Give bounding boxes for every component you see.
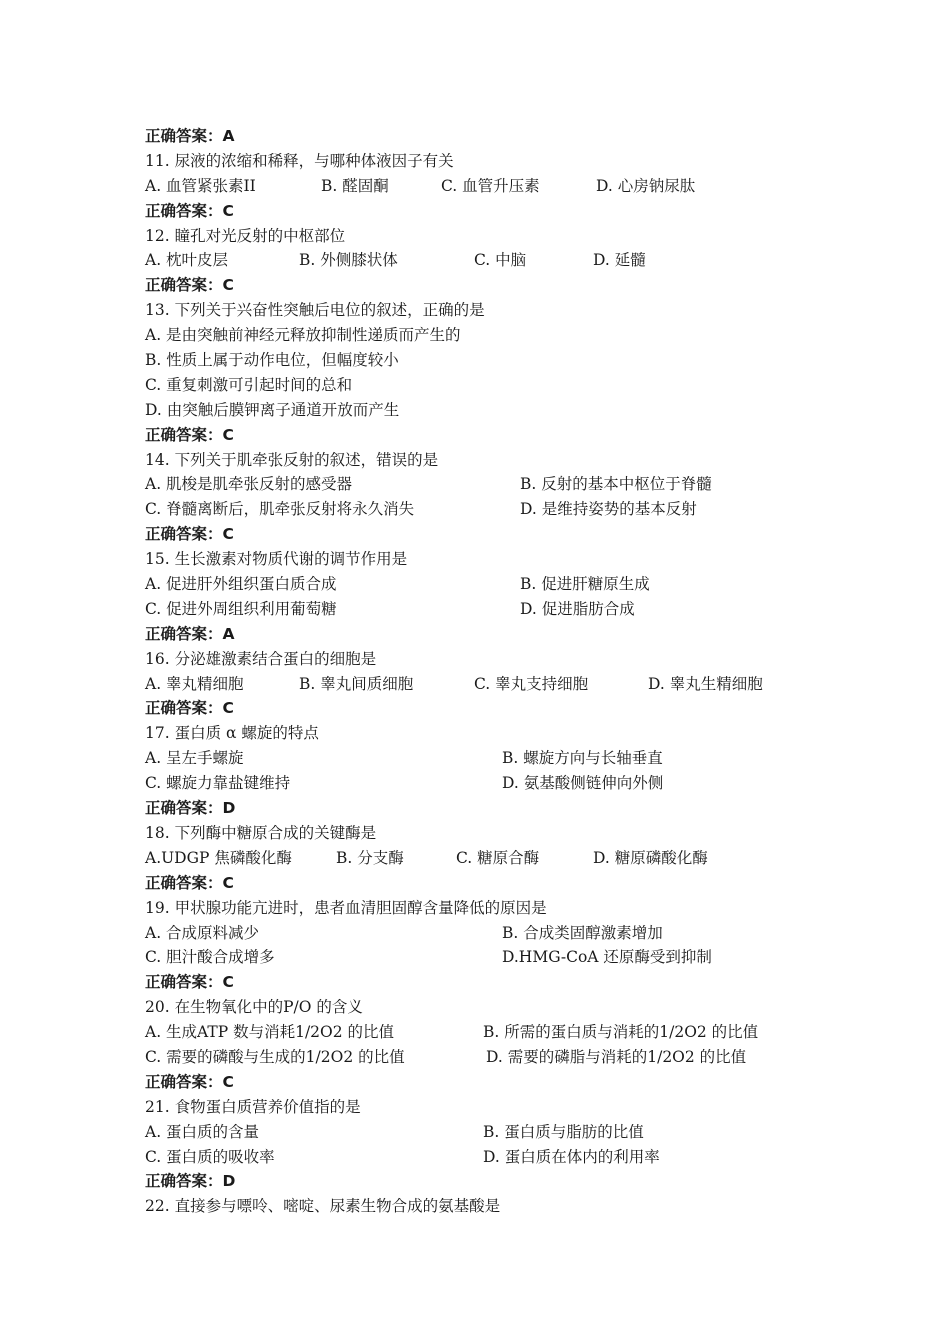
answer-option: D. 需要的磷脂与消耗的1/2O2 的比值 <box>486 1047 747 1066</box>
correct-answer-line <box>145 1070 865 1095</box>
answer-option: B. 螺旋方向与长轴垂直 <box>502 749 663 768</box>
correct-answer-text: 正确答案：C <box>145 425 234 444</box>
correct-answer-line <box>145 622 865 647</box>
answer-option: B. 蛋白质与脂肪的比值 <box>483 1122 644 1141</box>
correct-answer-line <box>145 970 865 995</box>
answer-option: D. 睾丸生精细胞 <box>648 674 763 693</box>
answer-option: C. 蛋白质的吸收率 <box>145 1147 275 1166</box>
options-row <box>145 1145 865 1170</box>
correct-answer-text: 正确答案：A <box>145 624 235 643</box>
correct-answer-text: 正确答案：C <box>145 973 234 992</box>
options-row <box>145 572 865 597</box>
answer-option: D. 延髓 <box>593 251 646 270</box>
correct-answer-text: 正确答案：D <box>145 1172 236 1191</box>
answer-option: D. 糖原磷酸化酶 <box>593 848 708 867</box>
options-row <box>145 472 865 497</box>
answer-option: C. 促进外周组织利用葡萄糖 <box>145 599 337 618</box>
options-row <box>145 373 865 398</box>
answer-option: A. 睾丸精细胞 <box>145 674 244 693</box>
correct-answer-line <box>145 199 865 224</box>
question-stem: 11. 尿液的浓缩和稀释，与哪种体液因子有关 <box>145 151 454 170</box>
answer-option: A. 肌梭是肌牵张反射的感受器 <box>145 475 353 494</box>
correct-answer-line <box>145 871 865 896</box>
answer-option: D.HMG-CoA 还原酶受到抑制 <box>502 948 712 967</box>
answer-option: B. 分支酶 <box>336 848 404 867</box>
answer-option: A. 生成ATP 数与消耗1/2O2 的比值 <box>145 1023 395 1042</box>
answer-option: D. 是维持姿势的基本反射 <box>520 500 697 519</box>
answer-option: C. 糖原合酶 <box>456 848 540 867</box>
answer-option: D. 由突触后膜钾离子通道开放而产生 <box>145 400 400 419</box>
answer-option: D. 心房钠尿肽 <box>596 176 696 195</box>
options-row <box>145 597 865 622</box>
correct-answer-line <box>145 796 865 821</box>
options-row <box>145 1045 865 1070</box>
correct-answer-line <box>145 1169 865 1194</box>
options-row <box>145 174 865 199</box>
answer-option: A. 是由突触前神经元释放抑制性递质而产生的 <box>145 326 461 345</box>
options-row <box>145 348 865 373</box>
correct-answer-text: 正确答案：D <box>145 799 236 818</box>
options-row <box>145 846 865 871</box>
answer-option: C. 需要的磷酸与生成的1/2O2 的比值 <box>145 1047 405 1066</box>
answer-option: B. 性质上属于动作电位，但幅度较小 <box>145 351 399 370</box>
answer-option: C. 胆汁酸合成增多 <box>145 948 275 967</box>
answer-option: B. 合成类固醇激素增加 <box>502 923 663 942</box>
answer-option: B. 外侧膝状体 <box>299 251 398 270</box>
question-stem: 18. 下列酶中糖原合成的关键酶是 <box>145 823 377 842</box>
answer-option: C. 血管升压素 <box>441 176 540 195</box>
answer-option: D. 促进脂肪合成 <box>520 599 635 618</box>
answer-option: A.UDGP 焦磷酸化酶 <box>145 848 292 867</box>
options-row <box>145 398 865 423</box>
answer-option: A. 促进肝外组织蛋白质合成 <box>145 575 337 594</box>
question-stem: 12. 瞳孔对光反射的中枢部位 <box>145 226 346 245</box>
answer-option: B. 醛固酮 <box>321 176 389 195</box>
question-stem: 14. 下列关于肌牵张反射的叙述，错误的是 <box>145 450 439 469</box>
options-row <box>145 746 865 771</box>
answer-option: A. 枕叶皮层 <box>145 251 229 270</box>
answer-option: B. 睾丸间质细胞 <box>299 674 414 693</box>
answer-option: A. 呈左手螺旋 <box>145 749 244 768</box>
answer-option: C. 睾丸支持细胞 <box>474 674 589 693</box>
correct-answer-text: 正确答案：C <box>145 873 234 892</box>
correct-answer-line <box>145 273 865 298</box>
options-row <box>145 497 865 522</box>
answer-option: C. 中脑 <box>474 251 527 270</box>
answer-option: B. 反射的基本中枢位于脊髓 <box>520 475 712 494</box>
answer-option: A. 蛋白质的含量 <box>145 1122 260 1141</box>
question-stem: 16. 分泌雄激素结合蛋白的细胞是 <box>145 649 377 668</box>
correct-answer-line <box>145 696 865 721</box>
options-row <box>145 1120 865 1145</box>
question-stem: 21. 食物蛋白质营养价值指的是 <box>145 1097 361 1116</box>
options-row <box>145 921 865 946</box>
correct-answer-text: 正确答案：C <box>145 276 234 295</box>
question-stem: 17. 蛋白质 α 螺旋的特点 <box>145 724 319 743</box>
options-row <box>145 672 865 697</box>
answer-option: C. 脊髓离断后，肌牵张反射将永久消失 <box>145 500 415 519</box>
correct-answer-line <box>145 423 865 448</box>
answer-option: C. 螺旋力靠盐键维持 <box>145 774 291 793</box>
question-list <box>145 124 865 1219</box>
correct-answer-text: 正确答案：C <box>145 699 234 718</box>
answer-option: C. 重复刺激可引起时间的总和 <box>145 375 353 394</box>
answer-option: D. 蛋白质在体内的利用率 <box>483 1147 660 1166</box>
answer-option: A. 血管紧张素II <box>145 176 256 195</box>
question-stem: 19. 甲状腺功能亢进时，患者血清胆固醇含量降低的原因是 <box>145 898 547 917</box>
options-row <box>145 771 865 796</box>
correct-answer-line <box>145 124 865 149</box>
answer-option: B. 所需的蛋白质与消耗的1/2O2 的比值 <box>483 1023 759 1042</box>
options-row <box>145 945 865 970</box>
correct-answer-text: 正确答案：C <box>145 525 234 544</box>
correct-answer-line <box>145 522 865 547</box>
options-row <box>145 248 865 273</box>
correct-answer-text: 正确答案：C <box>145 201 234 220</box>
question-stem: 22. 直接参与嘌呤、嘧啶、尿素生物合成的氨基酸是 <box>145 1197 501 1216</box>
answer-option: D. 氨基酸侧链伸向外侧 <box>502 774 664 793</box>
question-stem: 15. 生长激素对物质代谢的调节作用是 <box>145 550 408 569</box>
correct-answer-text: 正确答案：A <box>145 127 235 145</box>
answer-option: B. 促进肝糖原生成 <box>520 575 650 594</box>
options-row <box>145 323 865 348</box>
options-row <box>145 1020 865 1045</box>
question-stem: 13. 下列关于兴奋性突触后电位的叙述，正确的是 <box>145 301 485 320</box>
answer-option: A. 合成原料减少 <box>145 923 260 942</box>
correct-answer-text: 正确答案：C <box>145 1072 234 1091</box>
question-stem: 20. 在生物氧化中的P/O 的含义 <box>145 998 363 1017</box>
